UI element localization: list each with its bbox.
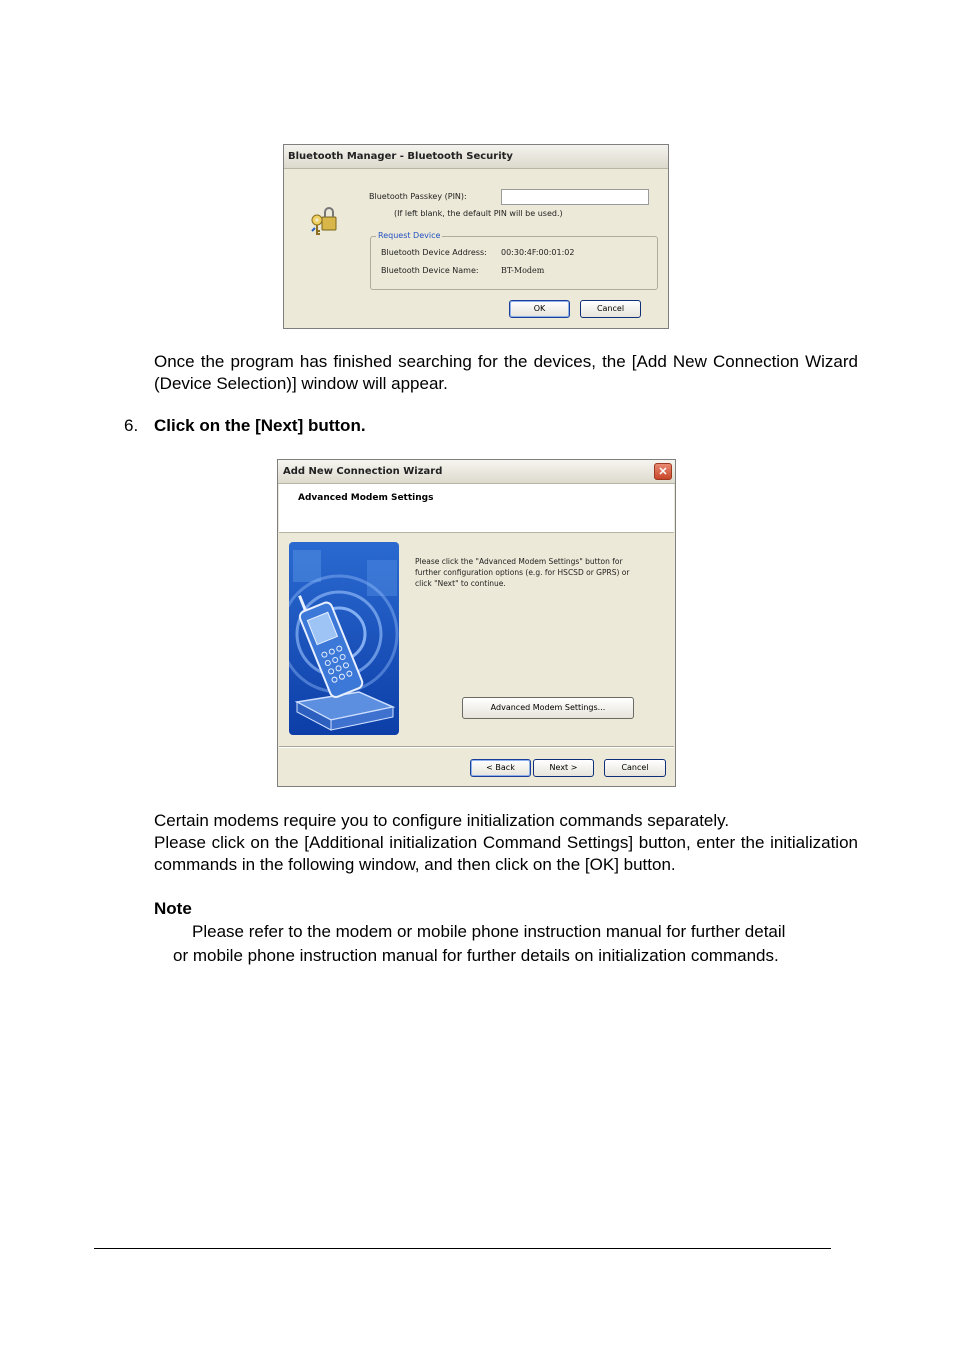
passkey-label: Bluetooth Passkey (PIN): xyxy=(369,192,467,201)
dialog-title: Bluetooth Manager - Bluetooth Security xyxy=(284,145,668,169)
passkey-input[interactable] xyxy=(501,189,649,205)
add-connection-wizard-dialog xyxy=(277,459,676,787)
note-line-2: or mobile phone instruction manual for further details on initialization commands. xyxy=(173,946,779,965)
back-button[interactable]: < Back xyxy=(470,759,531,777)
wizard-instruction-text: Please click the "Advanced Modem Settings" button for further configuration options (e.g. for HSCSD or GPRS) or click "Next" to continue. xyxy=(415,557,630,588)
step-instruction: Click on the [Next] button. xyxy=(154,416,366,435)
advanced-modem-settings-button[interactable]: Advanced Modem Settings... xyxy=(462,697,634,719)
close-icon[interactable]: ✕ xyxy=(654,463,672,480)
paragraph-modem-note-line1: Certain modems require you to configure initialization commands separately. xyxy=(154,811,730,830)
footer-divider xyxy=(94,1248,831,1249)
note-heading: Note xyxy=(154,899,192,918)
button-separator xyxy=(279,746,674,748)
wizard-header xyxy=(279,484,674,533)
next-button[interactable]: Next > xyxy=(533,759,594,777)
device-address-value: 00:30:4F:00:01:02 xyxy=(501,248,575,257)
paragraph-init-commands: Please click on the [Additional initialization Command Settings] button, enter the initialization commands in the following window, and then click on the [OK] button. xyxy=(154,833,858,874)
bluetooth-security-dialog xyxy=(283,144,669,329)
cancel-button[interactable]: Cancel xyxy=(580,300,641,318)
device-name-value: BT-Modem xyxy=(501,266,545,275)
wizard-title: Add New Connection Wizard xyxy=(278,460,675,484)
step-number: 6. xyxy=(124,416,139,435)
mobile-phone-wireless-icon xyxy=(289,542,399,735)
wizard-header-title: Advanced Modem Settings xyxy=(298,493,434,503)
request-device-group xyxy=(370,236,658,290)
device-address-label: Bluetooth Device Address: xyxy=(381,248,487,257)
device-name-label: Bluetooth Device Name: xyxy=(381,266,479,275)
key-lock-icon xyxy=(308,205,342,242)
note-line-1: Please refer to the modem or mobile phone instruction manual for further detail xyxy=(192,922,786,941)
cancel-button[interactable]: Cancel xyxy=(604,759,666,777)
paragraph-device-search: Once the program has finished searching for the devices, the [Add New Connection Wizard (Device Selection)] window will appear. xyxy=(154,352,858,393)
request-device-legend: Request Device xyxy=(378,231,441,240)
ok-button[interactable]: OK xyxy=(509,300,570,318)
default-pin-hint: (If left blank, the default PIN will be used.) xyxy=(394,209,563,218)
